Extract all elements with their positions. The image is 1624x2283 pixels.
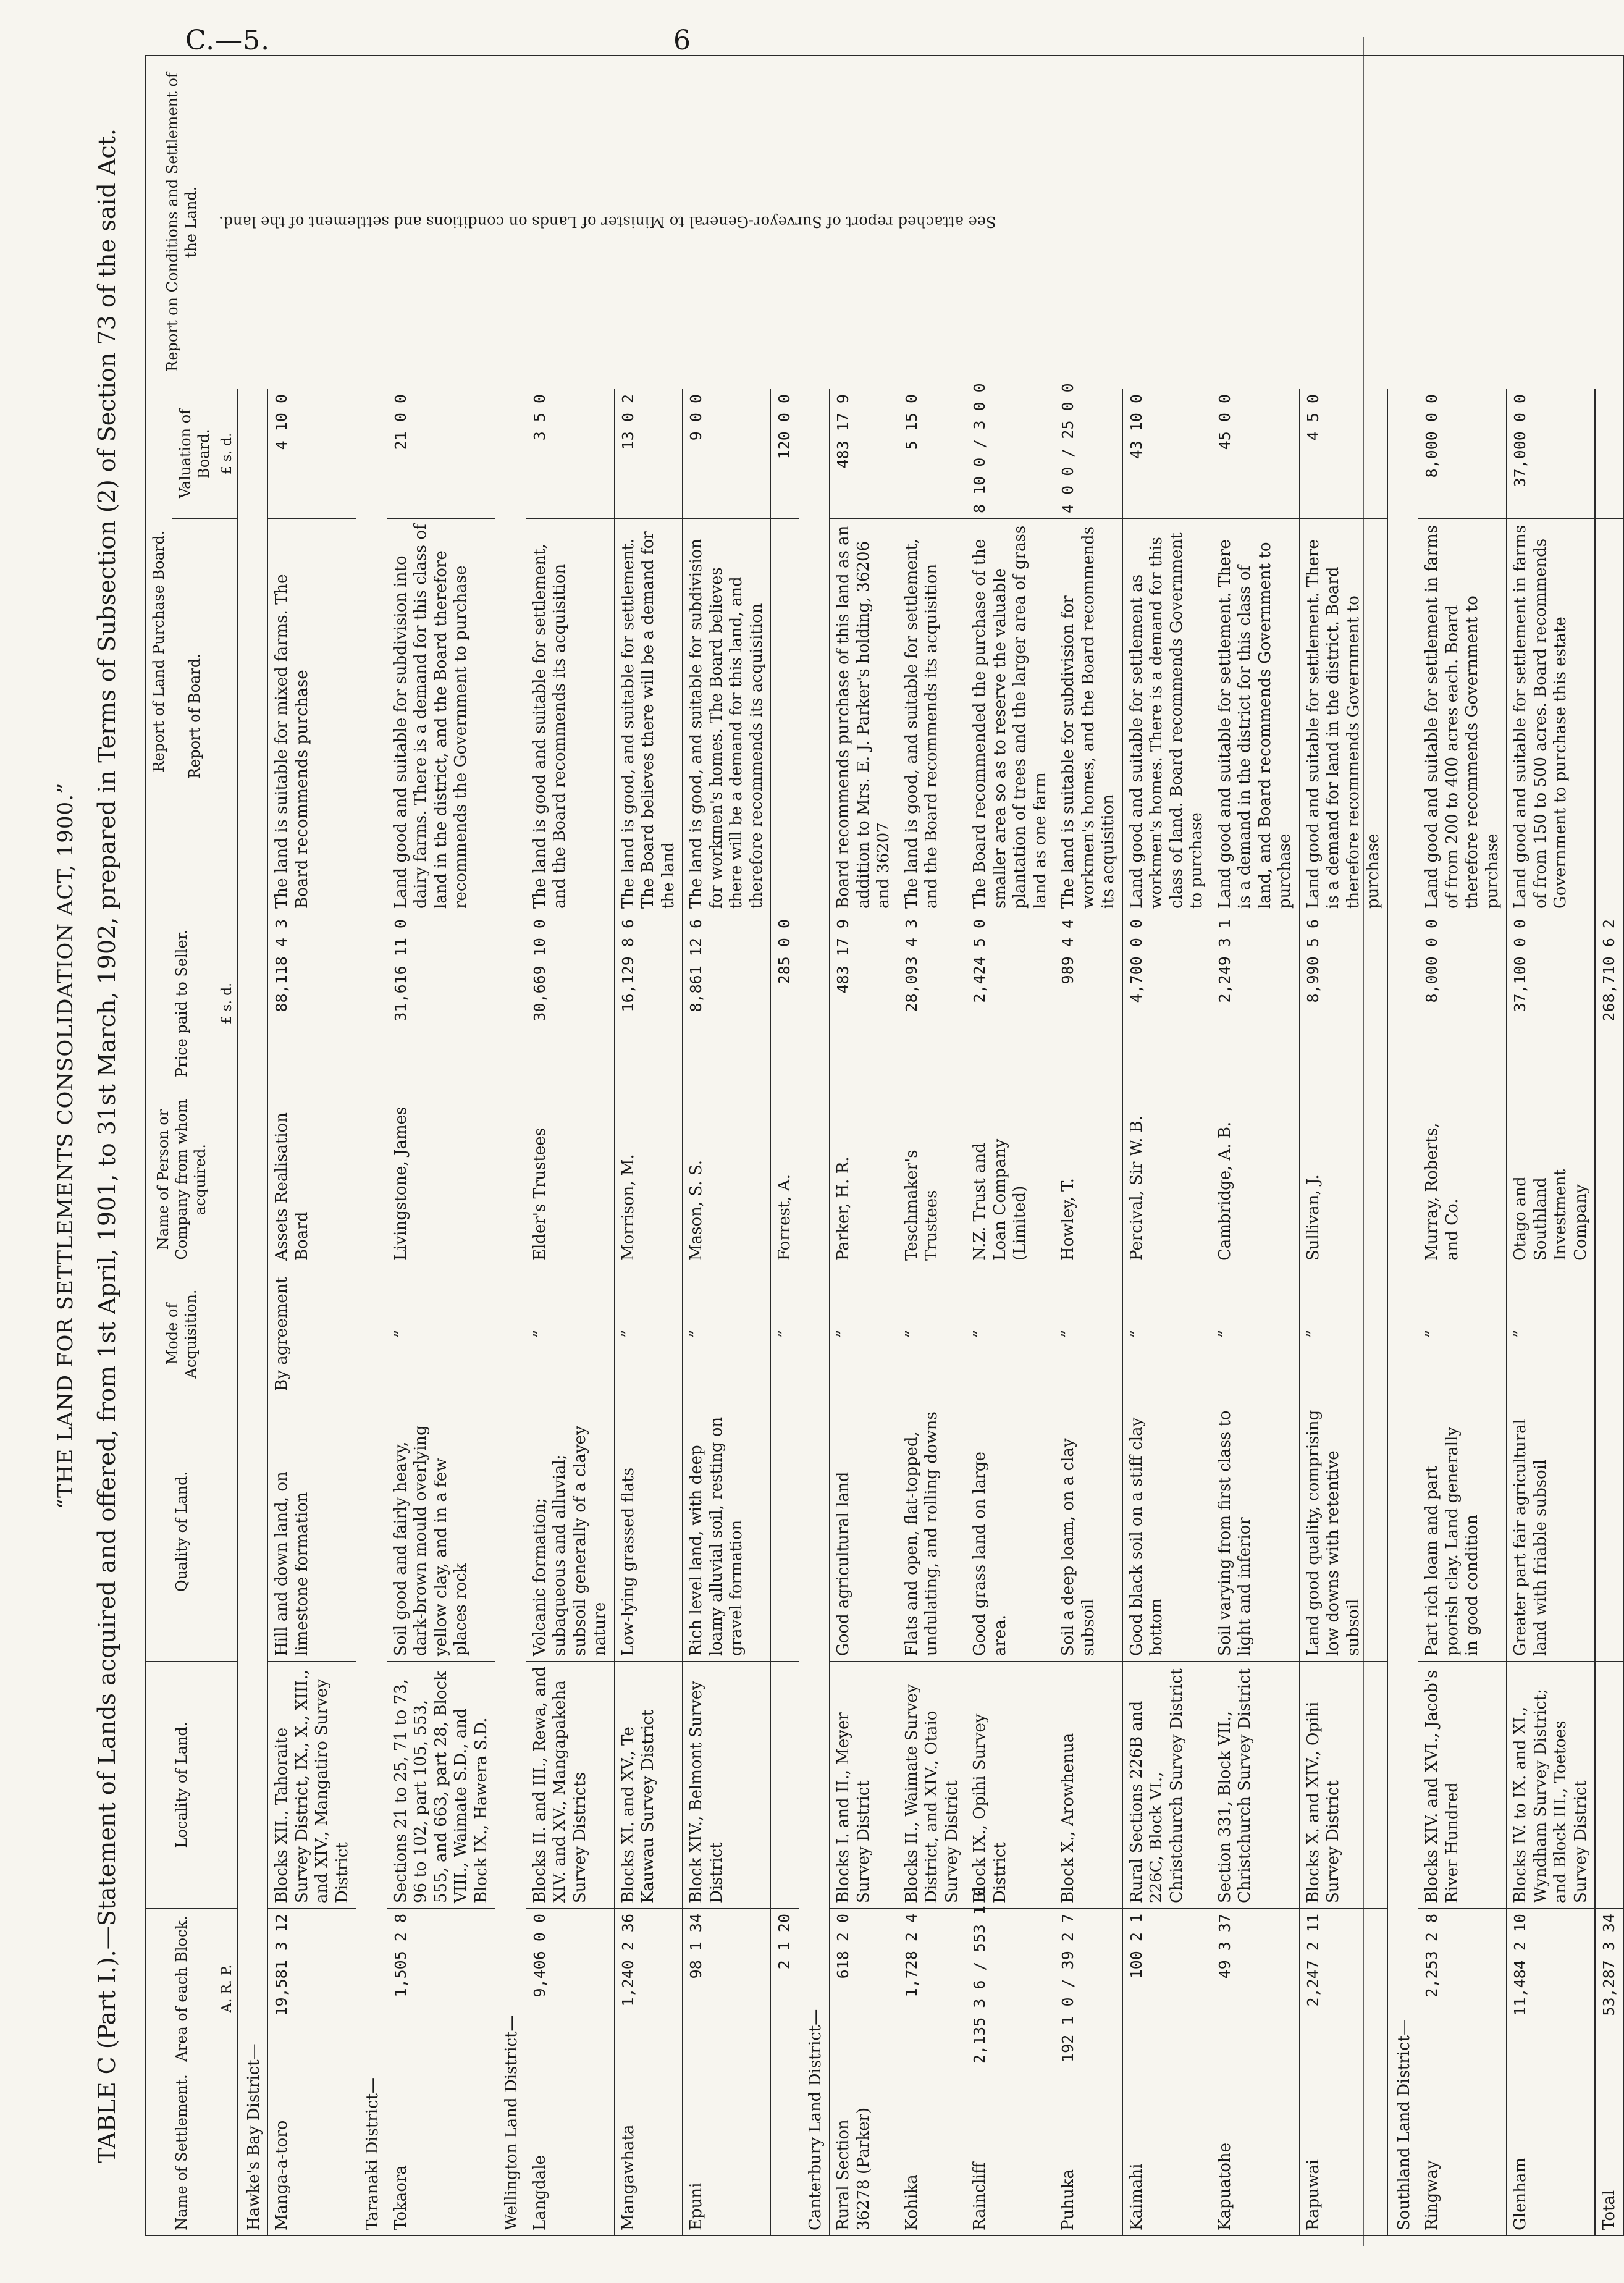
cell-name: Kohika [898, 2069, 966, 2236]
cell-report: Land good and suitable for settlement in farms of from 200 to 400 acres each. Board therefore recommends Government to purchase [1418, 519, 1507, 914]
cell-valuation: 4 5 0 [1299, 389, 1387, 519]
cell-report: The land is good, and suitable for settlement, and the Board recommends its acquisition [898, 519, 966, 914]
cell-valuation: 9 0 0 [683, 389, 771, 519]
district-heading: Wellington Land District— [495, 389, 526, 2236]
cell-price: 2,249 3 1 [1211, 914, 1299, 1093]
cell-name [771, 2069, 799, 2236]
cell-area: 9,406 0 0 [526, 1909, 614, 2069]
cell-quality: Soil varying from first class to light and inferior [1211, 1402, 1299, 1662]
cell-report: The land is suitable for mixed farms. The Board recommends purchase [268, 519, 356, 914]
cell-valuation: 120 0 0 [771, 389, 799, 519]
total-label: Total [1595, 2069, 1623, 2236]
cell-price: 8,990 5 6 [1299, 914, 1387, 1093]
header-price: Price paid to Seller. [146, 914, 217, 1093]
price-units: £ s. d. [217, 914, 238, 1093]
cell-valuation: 8,000 0 0 [1418, 389, 1507, 519]
cell-price: 989 4 4 [1054, 914, 1123, 1093]
cell-name: Kapuatohe [1211, 2069, 1299, 2236]
cell-quality: Low-lying grassed flats [614, 1402, 683, 1662]
cell-mode: ” [614, 1266, 683, 1402]
cell-locality: Section 331, Block VII., Christchurch Survey District [1211, 1662, 1299, 1909]
header-valuation: Valuation of Board. [172, 389, 217, 519]
cell-person: Otago and Southland Investment Company [1507, 1093, 1596, 1266]
cell-quality: Volcanic formation; subaqueous and alluvial; subsoil generally of a clayey nature [526, 1402, 614, 1662]
cell-report: Land good and suitable for settlement as workmen's homes. There is a demand for this class of land. Board recommends Government to purchase [1122, 519, 1211, 914]
cell-area: 100 2 1 [1122, 1909, 1211, 2069]
cell-area: 2,247 2 11 [1299, 1909, 1387, 2069]
cell-locality: Blocks II., Waimate Survey District, and XIV., Otaio Survey District [898, 1662, 966, 1909]
cell-locality: Blocks XI. and XV., Te Kauwau Survey District [614, 1662, 683, 1909]
cell-locality: Blocks II. and III., Rewa, and XIV. and XV., Mangapakeha Survey Districts [526, 1662, 614, 1909]
cell-person: Morrison, M. [614, 1093, 683, 1266]
cell-report: Land good and suitable for settlement in farms of from 150 to 500 acres. Board recommends Government to purchase this estate [1507, 519, 1596, 914]
header-name: Name of Settlement. [146, 2069, 217, 2236]
cell-person: Parker, H. R. [830, 1093, 898, 1266]
cell-report [771, 519, 799, 914]
cell-price: 31,616 11 0 [387, 914, 495, 1093]
cell-mode: ” [1507, 1266, 1596, 1402]
cell-valuation: 13 0 2 [614, 389, 683, 519]
cell-report: The Board recommended the purchase of the smaller area so as to reserve the valuable plantation of trees and the larger area of grass land as one farm [966, 519, 1054, 914]
cell-price: 4,700 0 0 [1122, 914, 1211, 1093]
cell-quality: Part rich loam and part poorish clay. Land generally in good condition [1418, 1402, 1507, 1662]
cell-valuation: 5 15 0 [898, 389, 966, 519]
district-heading: Southland Land District— [1387, 389, 1418, 2236]
document-code: C.—5. [185, 25, 271, 56]
cell-quality: Soil a deep loam, on a clay subsoil [1054, 1402, 1123, 1662]
header-area: Area of each Block. [146, 1909, 217, 2069]
cell-name: Glenham [1507, 2069, 1596, 2236]
cell-quality: Flats and open, flat-topped, undulating, and rolling downs [898, 1402, 966, 1662]
cell-person: Murray, Roberts, and Co. [1418, 1093, 1507, 1266]
header-locality: Locality of Land. [146, 1662, 217, 1909]
cell-name: Tokaora [387, 2069, 495, 2236]
header-person: Name of Person or Company from whom acquired. [146, 1093, 217, 1266]
cell-valuation: 4 0 0 / 25 0 0 [1054, 389, 1123, 519]
total-price: 268,710 6 2 [1595, 914, 1623, 1093]
cell-person: Forrest, A. [771, 1093, 799, 1266]
cell-report: Land good and suitable for settlement. There is a demand for land in the district. Board therefore recommends Government to purchase [1299, 519, 1387, 914]
page-number: 6 [673, 25, 691, 56]
cell-locality: Blocks X. and XIV., Opihi Survey District [1299, 1662, 1387, 1909]
cell-valuation: 8 10 0 / 3 0 0 [966, 389, 1054, 519]
cell-mode: ” [1211, 1266, 1299, 1402]
cell-name: Epuni [683, 2069, 771, 2236]
cell-area: 1,728 2 4 [898, 1909, 966, 2069]
cell-name: Langdale [526, 2069, 614, 2236]
cell-mode: ” [1299, 1266, 1387, 1402]
cell-valuation: 3 5 0 [526, 389, 614, 519]
units-row [217, 56, 238, 2236]
cell-name: Rural Section 36278 (Parker) [830, 2069, 898, 2236]
cell-person: Mason, S. S. [683, 1093, 771, 1266]
cell-report: Land good and suitable for subdivision into dairy farms. There is a demand for this class of land in the district, and the Board therefore recommends the Government to purchase [387, 519, 495, 914]
cell-price: 16,129 8 6 [614, 914, 683, 1093]
cell-quality [771, 1402, 799, 1662]
cell-quality: Soil good and fairly heavy, dark-brown mould overlying yellow clay, and in a few places rock [387, 1402, 495, 1662]
cell-valuation: 21 0 0 [387, 389, 495, 519]
cell-report: The land is good, and suitable for subdivision for workmen's homes. The Board believes there will be a demand for this land, and therefore recommends its acquisition [683, 519, 771, 914]
cell-person: Livingstone, James [387, 1093, 495, 1266]
header-conditions: Report on Conditions and Settlement of the Land. [146, 56, 217, 389]
lands-statement-table [145, 55, 1624, 2236]
cell-area: 2,135 3 6 / 553 1 0 [966, 1909, 1054, 2069]
cell-quality: Good agricultural land [830, 1402, 898, 1662]
cell-name: Kaimahi [1122, 2069, 1211, 2236]
cell-person: Teschmaker's Trustees [898, 1093, 966, 1266]
cell-person: Howley, T. [1054, 1093, 1123, 1266]
cell-area: 618 2 0 [830, 1909, 898, 2069]
cell-person: Cambridge, A. B. [1211, 1093, 1299, 1266]
cell-quality: Greater part fair agricultural land with friable subsoil [1507, 1402, 1596, 1662]
cell-locality: Block X., Arowhenua [1054, 1662, 1123, 1909]
district-heading: Hawke's Bay District— [237, 389, 268, 2236]
cell-locality: Blocks XII., Tahoraite Survey District, IX., X., XIII., and XIV., Mangatiro Survey District [268, 1662, 356, 1909]
header-quality: Quality of Land. [146, 1402, 217, 1662]
header-mode: Mode of Acquisition. [146, 1266, 217, 1402]
cell-person: N.Z. Trust and Loan Company (Limited) [966, 1093, 1054, 1266]
cell-report: Land good and suitable for settlement. There is a demand in the district for this class of land, and Board recommends Government to purchase [1211, 519, 1299, 914]
cell-mode: ” [1418, 1266, 1507, 1402]
cell-name: Rapuwai [1299, 2069, 1387, 2236]
cell-area: 1,240 2 36 [614, 1909, 683, 2069]
cell-person: Percival, Sir W. B. [1122, 1093, 1211, 1266]
cell-mode: By agreement [268, 1266, 356, 1402]
cell-locality [771, 1662, 799, 1909]
cell-price: 8,000 0 0 [1418, 914, 1507, 1093]
conditions-note: See attached report of Surveyor-General to Minister of Lands on conditions and settlement of the land. [219, 213, 996, 231]
cell-name: Ringway [1418, 2069, 1507, 2236]
cell-person: Elder's Trustees [526, 1093, 614, 1266]
cell-area: 49 3 37 [1211, 1909, 1299, 2069]
valuation-units: £ s. d. [217, 389, 238, 519]
cell-quality: Rich level land, with deep loamy alluvial soil, resting on gravel formation [683, 1402, 771, 1662]
cell-mode: ” [830, 1266, 898, 1402]
cell-locality: Sections 21 to 25, 71 to 73, 96 to 102, part 105, 553, 555, and 663, part 28, Block VIII., Waimate S.D., and Block IX., Hawera S.D. [387, 1662, 495, 1909]
cell-mode: ” [966, 1266, 1054, 1402]
cell-price: 30,669 10 0 [526, 914, 614, 1093]
cell-valuation: 483 17 9 [830, 389, 898, 519]
cell-mode: ” [771, 1266, 799, 1402]
cell-mode: ” [1054, 1266, 1123, 1402]
conditions-cell [217, 56, 1624, 389]
cell-quality: Land good quality, comprising low downs with retentive subsoil [1299, 1402, 1387, 1662]
cell-mode: ” [683, 1266, 771, 1402]
cell-name: Manga-a-toro [268, 2069, 356, 2236]
header-board-group: Report of Land Purchase Board. [146, 389, 172, 914]
cell-area: 11,484 2 10 [1507, 1909, 1596, 2069]
table-title: TABLE C (Part I.).—Statement of Lands acquired and offered, from 1st April, 1901, to 31st March, 1902, prepared in Terms of Subsection (2) of Section 73 of the said Act. [93, 128, 120, 2163]
cell-price: 2,424 5 0 [966, 914, 1054, 1093]
cell-locality: Blocks XIV. and XVI., Jacob's River Hundred [1418, 1662, 1507, 1909]
cell-quality: Hill and down land, on limestone formation [268, 1402, 356, 1662]
cell-name: Puhuka [1054, 2069, 1123, 2236]
cell-area: 192 1 0 / 39 2 7 [1054, 1909, 1123, 2069]
cell-name: Raincliff [966, 2069, 1054, 2236]
cell-person: Sullivan, J. [1299, 1093, 1387, 1266]
cell-price: 8,861 12 6 [683, 914, 771, 1093]
cell-valuation: 37,000 0 0 [1507, 389, 1596, 519]
table-body [217, 56, 1624, 2236]
cell-locality: Block XIV., Belmont Survey District [683, 1662, 771, 1909]
cell-person: Assets Realisation Board [268, 1093, 356, 1266]
act-title: “THE LAND FOR SETTLEMENTS CONSOLIDATION ACT, 1900.” [53, 782, 78, 1510]
cell-area: 2 1 20 [771, 1909, 799, 2069]
cell-mode: ” [387, 1266, 495, 1402]
cell-area: 1,505 2 8 [387, 1909, 495, 2069]
cell-area: 2,253 2 8 [1418, 1909, 1507, 2069]
cell-valuation: 45 0 0 [1211, 389, 1299, 519]
cell-locality: Block IX., Opihi Survey District [966, 1662, 1054, 1909]
header-report: Report of Board. [172, 519, 217, 914]
cell-mode: ” [526, 1266, 614, 1402]
cell-locality: Rural Sections 226B and 226C, Block VI., Christchurch Survey District [1122, 1662, 1211, 1909]
district-heading: Canterbury Land District— [799, 389, 830, 2236]
cell-valuation: 43 10 0 [1122, 389, 1211, 519]
cell-price: 28,093 4 3 [898, 914, 966, 1093]
cell-mode: ” [1122, 1266, 1211, 1402]
cell-price: 285 0 0 [771, 914, 799, 1093]
cell-locality: Blocks I. and II., Meyer Survey District [830, 1662, 898, 1909]
cell-price: 88,118 4 3 [268, 914, 356, 1093]
cell-locality: Blocks IV. to IX. and XI., Wyndham Survey District; and Block III., Toetoes Survey District [1507, 1662, 1596, 1909]
cell-valuation: 4 10 0 [268, 389, 356, 519]
cell-quality: Good grass land on large area. [966, 1402, 1054, 1662]
cell-mode: ” [898, 1266, 966, 1402]
cell-report: Board recommends purchase of this land as an addition to Mrs. E. J. Parker's holding, 36206 and 36207 [830, 519, 898, 914]
cell-price: 37,100 0 0 [1507, 914, 1596, 1093]
cell-name: Mangawhata [614, 2069, 683, 2236]
cell-quality: Good black soil on a stiff clay bottom [1122, 1402, 1211, 1662]
cell-area: 98 1 34 [683, 1909, 771, 2069]
cell-report: The land is good, and suitable for settlement. The Board believes there will be a demand for the land [614, 519, 683, 914]
rotated-table-page [25, 49, 1618, 2242]
area-units: A. R. P. [217, 1909, 238, 2069]
cell-price: 483 17 9 [830, 914, 898, 1093]
cell-report: The land is good and suitable for settlement, and the Board recommends its acquisition [526, 519, 614, 914]
cell-area: 19,581 3 12 [268, 1909, 356, 2069]
district-heading: Taranaki District— [356, 389, 387, 2236]
total-area: 53,287 3 34 [1595, 1909, 1623, 2069]
cell-report: The land is suitable for subdivision for workmen's homes, and the Board recommends its acquisition [1054, 519, 1123, 914]
